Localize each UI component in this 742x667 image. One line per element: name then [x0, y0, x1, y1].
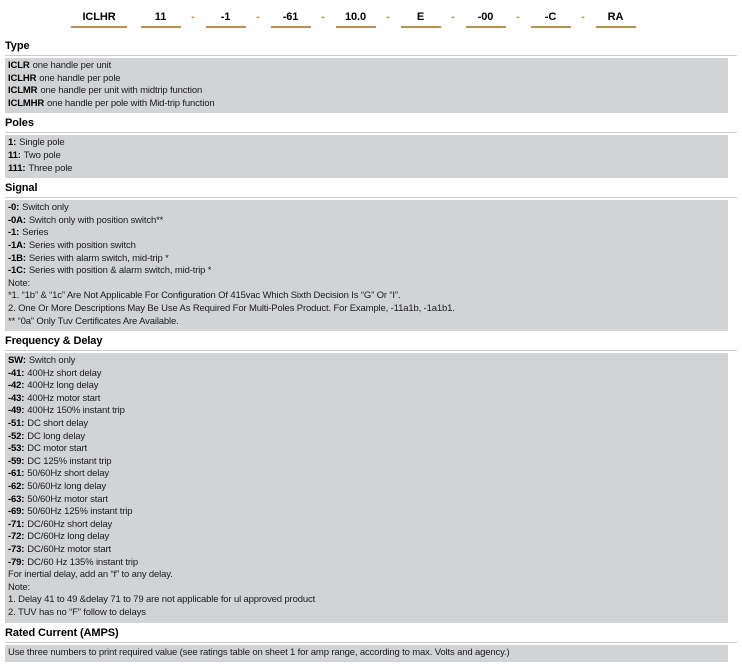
code-row: [8, 456, 724, 469]
part-number-separator: -: [256, 11, 260, 23]
code-row: [8, 150, 724, 163]
code-description: 50/60Hz 125% instant trip: [27, 506, 133, 518]
code-key: -41:: [8, 367, 25, 379]
code-row: [8, 73, 724, 86]
code-key: -1B:: [8, 252, 26, 264]
note-text: 1. Delay 41 to 49 &delay 71 to 79 are not applicable for ul approved product: [8, 594, 316, 606]
code-row: [8, 85, 724, 98]
code-key: -71:: [8, 518, 25, 530]
part-number-separator: -: [516, 11, 520, 23]
code-row: [8, 481, 724, 494]
code-row: [8, 163, 724, 176]
code-row: [8, 494, 724, 507]
sections-container: [5, 40, 737, 662]
code-description: Switch only: [22, 202, 69, 214]
code-key: -72:: [8, 531, 25, 543]
code-row: [8, 544, 724, 557]
part-number-segment: ICLHR: [71, 11, 127, 28]
code-description: Three pole: [28, 162, 73, 174]
note-text: Note:: [8, 277, 30, 289]
section-title: Frequency & Delay: [5, 335, 737, 351]
note-text: For inertial delay, add an “f” to any delay.: [8, 569, 173, 581]
code-key: -61:: [8, 468, 25, 480]
code-key: -43:: [8, 392, 25, 404]
code-key: 1:: [8, 137, 17, 149]
code-row: [8, 418, 724, 431]
note-text: ** “0a” Only Tuv Certificates Are Available.: [8, 315, 179, 327]
note-row: [8, 278, 724, 291]
code-description: 50/60Hz long delay: [27, 481, 106, 493]
note-row: [8, 594, 724, 607]
code-description: DC long delay: [27, 430, 86, 442]
code-description: Series with alarm switch, mid-trip *: [28, 252, 169, 264]
code-key: -59:: [8, 455, 25, 467]
code-description: DC/60Hz motor start: [27, 544, 112, 555]
section-type: [5, 40, 737, 113]
code-key: 111:: [8, 162, 26, 174]
code-row: [8, 443, 724, 456]
code-description: one handle per unit with midtrip function: [40, 85, 203, 97]
note-row: [8, 303, 724, 316]
code-row: [8, 240, 724, 253]
part-number-segment: -1: [206, 11, 246, 28]
code-row: [8, 380, 724, 393]
section-title: Type: [5, 40, 737, 56]
section-rated-current-amps: [5, 627, 737, 663]
code-key: -1A:: [8, 239, 26, 251]
section-block: [5, 135, 728, 178]
code-description: 50/60Hz short delay: [27, 468, 109, 480]
section-frequency-delay: [5, 335, 737, 622]
part-number-segment: -C: [531, 11, 571, 28]
code-description: Switch only: [28, 355, 76, 367]
note-row: [8, 582, 724, 595]
part-number-segment: 10.0: [336, 11, 376, 28]
code-description: one handle per pole: [39, 72, 121, 84]
code-key: -1:: [8, 227, 20, 239]
code-row: [8, 60, 724, 73]
code-key: ICLHR: [8, 72, 37, 84]
code-key: -0:: [8, 202, 20, 214]
part-number-segment: -00: [466, 11, 506, 28]
note-row: [8, 316, 724, 329]
code-key: -53:: [8, 443, 25, 455]
code-row: [8, 431, 724, 444]
part-number-separator: -: [191, 11, 195, 23]
code-row: [8, 253, 724, 266]
code-description: DC/60Hz long delay: [27, 531, 110, 543]
part-number-segment: -61: [271, 11, 311, 28]
part-number-separator: -: [321, 11, 325, 23]
part-number-segment: E: [401, 11, 441, 28]
code-row: [8, 557, 724, 570]
code-key: -51:: [8, 418, 25, 430]
part-number-segment: RA: [596, 11, 636, 28]
code-row: [8, 98, 724, 111]
code-key: -69:: [8, 506, 25, 518]
code-key: 11:: [8, 149, 21, 161]
note-text: 2. TUV has no “F” follow to delays: [8, 606, 146, 618]
code-description: DC/60 Hz 135% instant trip: [27, 556, 138, 568]
note-text: *1. “1b” & “1c” Are Not Applicable For Configuration Of 415vac Which Sixth Decision Is “G” Or “I”.: [8, 290, 401, 302]
code-key: ICLR: [8, 60, 30, 71]
section-title: Rated Current (AMPS): [5, 627, 737, 643]
code-description: 400Hz 150% instant trip: [27, 405, 125, 417]
code-row: [8, 468, 724, 481]
code-description: 50/60Hz motor start: [27, 493, 108, 505]
code-key: -79:: [8, 556, 25, 568]
code-description: Series: [22, 227, 49, 239]
code-row: [8, 215, 724, 228]
code-row: [8, 519, 724, 532]
code-row: [8, 137, 724, 150]
part-number-separator: -: [581, 11, 585, 23]
note-row: [8, 607, 724, 620]
code-description: 400Hz long delay: [27, 380, 99, 392]
code-key: -52:: [8, 430, 25, 442]
code-description: Two pole: [23, 149, 61, 161]
code-description: 400Hz short delay: [27, 367, 102, 379]
code-key: -1C:: [8, 265, 26, 277]
note-text: 2. One Or More Descriptions May Be Use As Required For Multi-Poles Product. For Example, -11a1b, -1a1b1.: [8, 302, 455, 314]
code-key: SW:: [8, 355, 26, 367]
code-row: [8, 405, 724, 418]
code-description: one handle per pole with Mid-trip function: [47, 97, 215, 109]
section-block: [5, 58, 728, 113]
code-description: Single pole: [19, 137, 65, 149]
code-key: ICLMR: [8, 85, 38, 97]
code-key: -0A:: [8, 214, 26, 226]
note-row: [8, 647, 724, 660]
code-description: DC/60Hz short delay: [27, 518, 113, 530]
code-key: -63:: [8, 493, 25, 505]
code-description: Series with position & alarm switch, mid-trip *: [28, 265, 212, 277]
code-key: -73:: [8, 544, 25, 555]
code-row: [8, 355, 724, 368]
part-number-separator: -: [451, 11, 455, 23]
code-row: [8, 265, 724, 278]
code-key: -42:: [8, 380, 25, 392]
code-row: [8, 393, 724, 406]
code-description: Switch only with position switch**: [28, 214, 164, 226]
code-description: 400Hz motor start: [27, 392, 101, 404]
code-row: [8, 506, 724, 519]
code-key: ICLMHR: [8, 97, 45, 109]
code-row: [8, 202, 724, 215]
code-description: DC short delay: [27, 418, 89, 430]
part-number-row: [0, 0, 742, 28]
section-block: [5, 200, 728, 331]
section-signal: [5, 182, 737, 331]
code-description: DC motor start: [27, 443, 87, 455]
note-row: [8, 569, 724, 582]
code-row: [8, 227, 724, 240]
code-description: one handle per unit: [32, 60, 112, 71]
code-key: -62:: [8, 481, 25, 493]
section-title: Signal: [5, 182, 737, 198]
section-poles: [5, 117, 737, 178]
note-text: Use three numbers to print required value (see ratings table on sheet 1 for amp range, according to max. Volts and agency.): [8, 646, 510, 658]
code-description: DC 125% instant trip: [27, 455, 112, 467]
section-block: [5, 645, 728, 663]
code-row: [8, 368, 724, 381]
code-key: -49:: [8, 405, 25, 417]
part-number-separator: -: [386, 11, 390, 23]
part-number-segment: 11: [141, 11, 181, 28]
section-block: [5, 353, 728, 622]
note-text: Note:: [8, 581, 30, 593]
section-title: Poles: [5, 117, 737, 133]
code-description: Series with position switch: [28, 239, 136, 251]
note-row: [8, 290, 724, 303]
code-row: [8, 531, 724, 544]
